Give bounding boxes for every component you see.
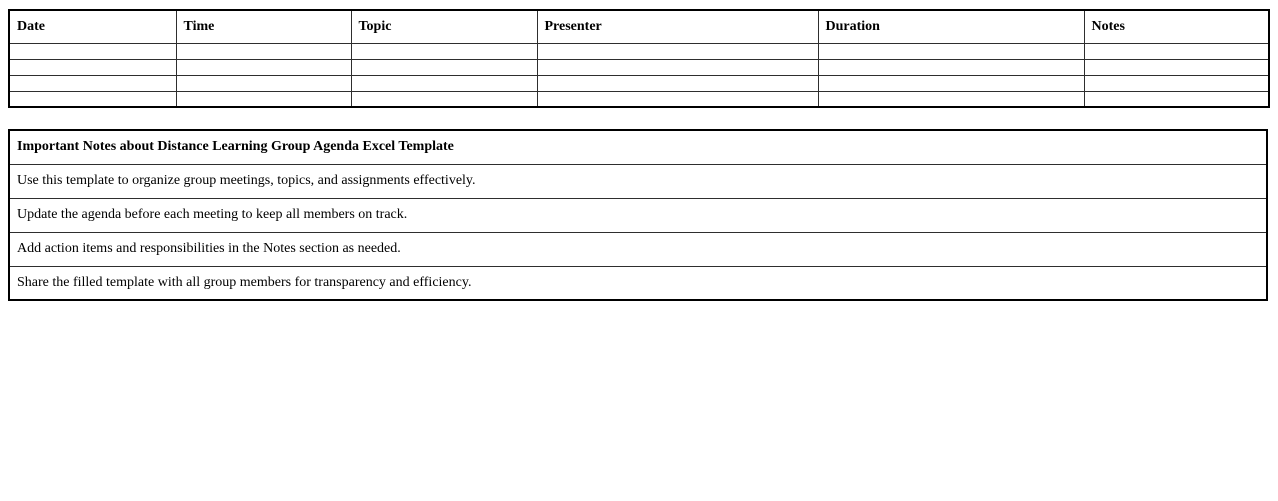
column-header-time: Time [176, 10, 351, 43]
notes-item-row [9, 266, 1267, 300]
notes-title: Important Notes about Distance Learning Group Agenda Excel Template [9, 130, 1267, 164]
agenda-empty-row [9, 91, 1269, 107]
notes-title-row [9, 130, 1267, 164]
agenda-cell-presenter [537, 43, 818, 59]
agenda-cell-duration [818, 59, 1084, 75]
notes-table-body [9, 130, 1267, 300]
agenda-cell-notes [1084, 75, 1269, 91]
column-header-notes: Notes [1084, 10, 1269, 43]
agenda-cell-presenter [537, 75, 818, 91]
agenda-cell-topic [351, 43, 537, 59]
agenda-cell-topic [351, 75, 537, 91]
notes-item: Update the agenda before each meeting to keep all members on track. [9, 198, 1267, 232]
agenda-cell-duration [818, 75, 1084, 91]
agenda-cell-date [9, 43, 176, 59]
agenda-cell-presenter [537, 91, 818, 107]
agenda-table [8, 9, 1270, 108]
agenda-empty-row [9, 43, 1269, 59]
agenda-cell-topic [351, 59, 537, 75]
agenda-empty-row [9, 59, 1269, 75]
agenda-cell-presenter [537, 59, 818, 75]
column-header-duration: Duration [818, 10, 1084, 43]
agenda-cell-duration [818, 91, 1084, 107]
agenda-cell-date [9, 91, 176, 107]
agenda-cell-date [9, 59, 176, 75]
notes-item: Use this template to organize group meetings, topics, and assignments effectively. [9, 164, 1267, 198]
agenda-cell-notes [1084, 43, 1269, 59]
agenda-cell-time [176, 43, 351, 59]
column-header-date: Date [9, 10, 176, 43]
agenda-cell-time [176, 91, 351, 107]
notes-item: Share the filled template with all group members for transparency and efficiency. [9, 266, 1267, 300]
notes-item-row [9, 232, 1267, 266]
agenda-cell-date [9, 75, 176, 91]
agenda-cell-time [176, 75, 351, 91]
agenda-cell-notes [1084, 59, 1269, 75]
notes-table [8, 129, 1268, 301]
notes-item-row [9, 198, 1267, 232]
notes-item: Add action items and responsibilities in the Notes section as needed. [9, 232, 1267, 266]
agenda-cell-duration [818, 43, 1084, 59]
agenda-table-body [9, 43, 1269, 107]
agenda-table-header [9, 10, 1269, 43]
agenda-cell-notes [1084, 91, 1269, 107]
agenda-empty-row [9, 75, 1269, 91]
column-header-topic: Topic [351, 10, 537, 43]
agenda-cell-topic [351, 91, 537, 107]
column-header-presenter: Presenter [537, 10, 818, 43]
notes-item-row [9, 164, 1267, 198]
agenda-header-row [9, 10, 1269, 43]
agenda-cell-time [176, 59, 351, 75]
